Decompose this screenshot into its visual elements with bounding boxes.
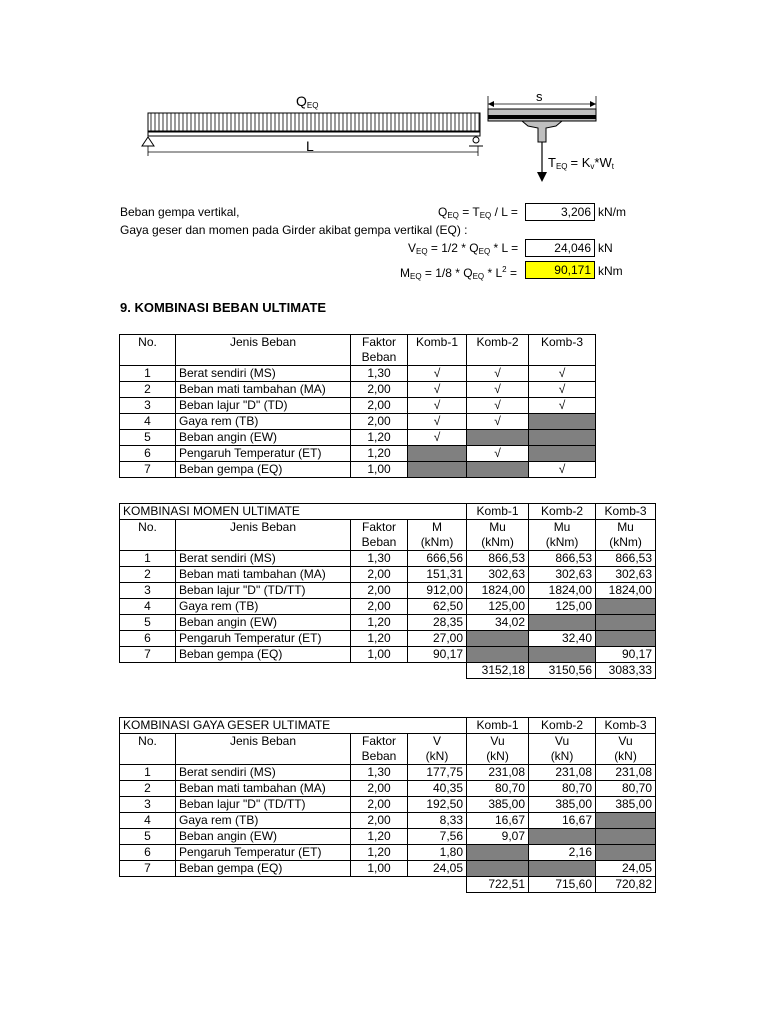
t-section-shape bbox=[488, 109, 596, 142]
table-cell: (kN) bbox=[467, 749, 529, 765]
table-row bbox=[120, 398, 596, 414]
moment-total-2: 3150,56 bbox=[529, 663, 596, 679]
table-row bbox=[120, 551, 656, 567]
table-row bbox=[120, 845, 656, 861]
table-cell: Mu bbox=[467, 520, 529, 536]
table-cell bbox=[120, 877, 467, 893]
table-cell: Pengaruh Temperatur (ET) bbox=[176, 845, 351, 861]
table-cell: √ bbox=[529, 366, 596, 382]
table-cell: 385,00 bbox=[467, 797, 529, 813]
table-cell: 40,35 bbox=[408, 781, 467, 797]
table-row bbox=[120, 781, 656, 797]
col-komb1-header: Komb-1 bbox=[408, 335, 467, 366]
table-cell: 2,00 bbox=[351, 813, 408, 829]
table-cell: 1,20 bbox=[351, 615, 408, 631]
table-cell: Berat sendiri (MS) bbox=[176, 551, 351, 567]
col-type-header: Jenis Beban bbox=[176, 335, 351, 366]
table-cell: 1,20 bbox=[351, 446, 408, 462]
table-cell: 1 bbox=[120, 551, 176, 567]
table-row bbox=[120, 861, 656, 877]
table-cell: Berat sendiri (MS) bbox=[176, 366, 351, 382]
table-cell: 2,00 bbox=[351, 583, 408, 599]
table-cell: Beban mati tambahan (MA) bbox=[176, 382, 351, 398]
table-cell: 2,00 bbox=[351, 599, 408, 615]
q-formula: $Q_{EQ} = T_{EQ} / L$ = bbox=[438, 205, 518, 220]
table-cell: 385,00 bbox=[529, 797, 596, 813]
table-cell: Beban bbox=[351, 350, 408, 366]
table-cell: 1,30 bbox=[351, 551, 408, 567]
table-cell: Beban angin (EW) bbox=[176, 615, 351, 631]
table-cell: 1824,00 bbox=[529, 583, 596, 599]
table-cell: 2,00 bbox=[351, 781, 408, 797]
table-cell: Beban angin (EW) bbox=[176, 829, 351, 845]
table-cell: Jenis Beban bbox=[176, 520, 351, 551]
table-row bbox=[120, 813, 656, 829]
table-cell: Komb-1 bbox=[467, 504, 529, 520]
table-cell: 1,20 bbox=[351, 631, 408, 647]
table-cell: 2,00 bbox=[351, 414, 408, 430]
table-row bbox=[120, 599, 656, 615]
table-cell: 90,17 bbox=[596, 647, 656, 663]
moment-total-3: 3083,33 bbox=[596, 663, 656, 679]
table-cell bbox=[529, 829, 596, 845]
table-row bbox=[120, 631, 656, 647]
section-width-label: s bbox=[536, 89, 543, 104]
table-cell: 231,08 bbox=[467, 765, 529, 781]
beam-load-diagram bbox=[0, 0, 768, 190]
table-cell bbox=[408, 462, 467, 478]
table-cell: 62,50 bbox=[408, 599, 467, 615]
table-cell: 866,53 bbox=[596, 551, 656, 567]
table-cell: 2,00 bbox=[351, 797, 408, 813]
table-cell bbox=[596, 599, 656, 615]
table-cell: 3 bbox=[120, 583, 176, 599]
table-cell: 151,31 bbox=[408, 567, 467, 583]
table-cell bbox=[408, 446, 467, 462]
table-cell: 27,00 bbox=[408, 631, 467, 647]
table-cell: Komb-3 bbox=[596, 504, 656, 520]
table-cell: 125,00 bbox=[529, 599, 596, 615]
q-value-box: 3,206 bbox=[525, 203, 595, 221]
table-row bbox=[120, 647, 656, 663]
table-cell: 1,20 bbox=[351, 829, 408, 845]
table-cell: 1,00 bbox=[351, 861, 408, 877]
m-value-box: 90,171 bbox=[525, 261, 595, 279]
table-cell: 1,00 bbox=[351, 462, 408, 478]
table-row bbox=[120, 567, 656, 583]
m-formula: $M_{EQ} = 1/8 * Q_{EQ} * L^2$ = bbox=[400, 265, 517, 281]
table-cell: 80,70 bbox=[467, 781, 529, 797]
table-cell: 80,70 bbox=[529, 781, 596, 797]
table-cell: √ bbox=[529, 398, 596, 414]
table-row bbox=[120, 583, 656, 599]
table-cell: 4 bbox=[120, 414, 176, 430]
pin-support-left bbox=[142, 137, 154, 146]
shear-total-2: 715,60 bbox=[529, 877, 596, 893]
table-cell bbox=[120, 663, 467, 679]
table-cell: 24,05 bbox=[596, 861, 656, 877]
table-cell: (kN) bbox=[529, 749, 596, 765]
table-cell: √ bbox=[408, 398, 467, 414]
table-cell: Vu bbox=[529, 734, 596, 750]
q-unit: kN/m bbox=[598, 205, 626, 219]
table-cell: 385,00 bbox=[596, 797, 656, 813]
load-label: QEQ bbox=[296, 93, 319, 110]
table-cell: 2 bbox=[120, 567, 176, 583]
table-cell: Beban mati tambahan (MA) bbox=[176, 781, 351, 797]
table-cell: 866,53 bbox=[529, 551, 596, 567]
roller-support-right bbox=[473, 137, 479, 143]
table-cell: √ bbox=[467, 382, 529, 398]
table-cell: 3 bbox=[120, 398, 176, 414]
table-cell: (kNm) bbox=[529, 535, 596, 551]
table-cell: M bbox=[408, 520, 467, 536]
table-cell: 6 bbox=[120, 631, 176, 647]
table-cell: 6 bbox=[120, 446, 176, 462]
table-cell: 32,40 bbox=[529, 631, 596, 647]
table-cell: Beban gempa (EQ) bbox=[176, 861, 351, 877]
table-cell: 80,70 bbox=[596, 781, 656, 797]
table-cell: 302,63 bbox=[596, 567, 656, 583]
v-formula: $V_{EQ} = 1/2 * Q_{EQ} * L$ = bbox=[408, 241, 519, 256]
table-row bbox=[120, 446, 596, 462]
table-cell: √ bbox=[529, 462, 596, 478]
table-cell bbox=[467, 631, 529, 647]
table-cell: 4 bbox=[120, 599, 176, 615]
table-cell: 1824,00 bbox=[596, 583, 656, 599]
table-cell: 2 bbox=[120, 382, 176, 398]
moment-total-1: 3152,18 bbox=[467, 663, 529, 679]
table-cell bbox=[596, 615, 656, 631]
table-cell: Komb-2 bbox=[529, 504, 596, 520]
table-row bbox=[120, 382, 596, 398]
shear-table-title: KOMBINASI GAYA GESER ULTIMATE bbox=[120, 718, 467, 734]
table-cell bbox=[596, 813, 656, 829]
table-cell: Berat sendiri (MS) bbox=[176, 765, 351, 781]
shear-total-1: 722,51 bbox=[467, 877, 529, 893]
table-cell: √ bbox=[467, 414, 529, 430]
table-cell: (kN) bbox=[408, 749, 467, 765]
table-cell: Faktor bbox=[351, 520, 408, 536]
table-cell: 8,33 bbox=[408, 813, 467, 829]
table-cell: 192,50 bbox=[408, 797, 467, 813]
table-cell: (kNm) bbox=[596, 535, 656, 551]
table-cell: √ bbox=[467, 398, 529, 414]
table-cell: Beban angin (EW) bbox=[176, 430, 351, 446]
table-cell bbox=[467, 861, 529, 877]
table-cell: Beban lajur "D" (TD) bbox=[176, 398, 351, 414]
table-cell: Jenis Beban bbox=[176, 734, 351, 765]
col-no-header: No. bbox=[120, 335, 176, 366]
shear-total-3: 720,82 bbox=[596, 877, 656, 893]
table-cell: Mu bbox=[596, 520, 656, 536]
table-cell: 24,05 bbox=[408, 861, 467, 877]
eq-line1-text: Beban gempa vertikal, bbox=[120, 205, 240, 219]
table-cell bbox=[529, 430, 596, 446]
table-cell: √ bbox=[408, 414, 467, 430]
table-row bbox=[120, 829, 656, 845]
table-row bbox=[120, 462, 596, 478]
span-label: L bbox=[306, 138, 314, 154]
table-cell: √ bbox=[408, 430, 467, 446]
col-komb2-header: Komb-2 bbox=[467, 335, 529, 366]
table-cell: 1 bbox=[120, 765, 176, 781]
table-cell: 16,67 bbox=[529, 813, 596, 829]
table-row bbox=[120, 366, 596, 382]
table-cell bbox=[529, 446, 596, 462]
table-cell: Beban bbox=[351, 749, 408, 765]
table-cell: 2,00 bbox=[351, 382, 408, 398]
table-cell bbox=[596, 829, 656, 845]
table-cell: 666,56 bbox=[408, 551, 467, 567]
table-cell: Beban lajur "D" (TD/TT) bbox=[176, 797, 351, 813]
table-cell: 90,17 bbox=[408, 647, 467, 663]
table-cell: No. bbox=[120, 520, 176, 551]
table-cell: 2,00 bbox=[351, 398, 408, 414]
table-cell: 7 bbox=[120, 462, 176, 478]
eq-line2-text: Gaya geser dan momen pada Girder akibat gempa vertikal (EQ) : bbox=[120, 223, 468, 237]
table-cell bbox=[596, 845, 656, 861]
table-cell: 3 bbox=[120, 797, 176, 813]
table-cell: Vu bbox=[596, 734, 656, 750]
section-title: 9. KOMBINASI BEBAN ULTIMATE bbox=[120, 300, 327, 315]
table-cell: √ bbox=[529, 382, 596, 398]
table-cell: 7,56 bbox=[408, 829, 467, 845]
table-cell: 177,75 bbox=[408, 765, 467, 781]
table-cell: 1,20 bbox=[351, 845, 408, 861]
table-cell: Komb-3 bbox=[596, 718, 656, 734]
table-cell: (kNm) bbox=[467, 535, 529, 551]
table-cell bbox=[467, 462, 529, 478]
table-cell: Gaya rem (TB) bbox=[176, 414, 351, 430]
table-cell: 28,35 bbox=[408, 615, 467, 631]
table-cell: 1,00 bbox=[351, 647, 408, 663]
table-cell: 912,00 bbox=[408, 583, 467, 599]
table-cell: 1,30 bbox=[351, 366, 408, 382]
table-cell: Beban lajur "D" (TD/TT) bbox=[176, 583, 351, 599]
table-cell: 5 bbox=[120, 430, 176, 446]
table-cell: Mu bbox=[529, 520, 596, 536]
table-row bbox=[120, 430, 596, 446]
table-cell: √ bbox=[467, 366, 529, 382]
beam bbox=[148, 132, 480, 136]
table-cell: 7 bbox=[120, 861, 176, 877]
col-factor-header: Faktor bbox=[351, 335, 408, 351]
table-cell: 9,07 bbox=[467, 829, 529, 845]
table-cell: 231,08 bbox=[529, 765, 596, 781]
table-cell: No. bbox=[120, 734, 176, 765]
table-cell: (kNm) bbox=[408, 535, 467, 551]
moment-table-title: KOMBINASI MOMEN ULTIMATE bbox=[120, 504, 467, 520]
table-cell: Komb-1 bbox=[467, 718, 529, 734]
table-cell: 2 bbox=[120, 781, 176, 797]
table-cell: 231,08 bbox=[596, 765, 656, 781]
table-cell: Beban bbox=[351, 535, 408, 551]
shear-table bbox=[119, 717, 656, 893]
m-unit: kNm bbox=[598, 264, 623, 278]
table-cell bbox=[529, 861, 596, 877]
table-cell: Beban mati tambahan (MA) bbox=[176, 567, 351, 583]
table-cell: Faktor bbox=[351, 734, 408, 750]
table-cell: Beban gempa (EQ) bbox=[176, 462, 351, 478]
table-cell: 4 bbox=[120, 813, 176, 829]
table-row bbox=[120, 615, 656, 631]
v-value-box: 24,046 bbox=[525, 239, 595, 257]
table-cell: √ bbox=[408, 366, 467, 382]
table-cell: Beban gempa (EQ) bbox=[176, 647, 351, 663]
table-cell: V bbox=[408, 734, 467, 750]
table-cell: √ bbox=[408, 382, 467, 398]
table-cell: Gaya rem (TB) bbox=[176, 599, 351, 615]
table-cell bbox=[467, 845, 529, 861]
table-cell: 5 bbox=[120, 829, 176, 845]
table-cell: 125,00 bbox=[467, 599, 529, 615]
table-row bbox=[120, 414, 596, 430]
table-cell: 1824,00 bbox=[467, 583, 529, 599]
table-cell: √ bbox=[467, 446, 529, 462]
table-cell: 302,63 bbox=[467, 567, 529, 583]
v-unit: kN bbox=[598, 241, 613, 255]
table-cell: 2,00 bbox=[351, 567, 408, 583]
table-cell bbox=[529, 615, 596, 631]
table-cell: 1,20 bbox=[351, 430, 408, 446]
table-cell bbox=[529, 414, 596, 430]
table-cell: 16,67 bbox=[467, 813, 529, 829]
table-cell: 6 bbox=[120, 845, 176, 861]
distributed-load-hatch bbox=[148, 113, 480, 131]
table-cell: Pengaruh Temperatur (ET) bbox=[176, 631, 351, 647]
table-cell: 866,53 bbox=[467, 551, 529, 567]
moment-table bbox=[119, 503, 656, 679]
table-cell: Gaya rem (TB) bbox=[176, 813, 351, 829]
table-cell: 2,16 bbox=[529, 845, 596, 861]
table-cell: Komb-2 bbox=[529, 718, 596, 734]
table-row bbox=[120, 797, 656, 813]
table-cell: Pengaruh Temperatur (ET) bbox=[176, 446, 351, 462]
force-label: TEQ = Kv*Wt bbox=[548, 155, 614, 171]
table-cell bbox=[467, 430, 529, 446]
table-row bbox=[120, 765, 656, 781]
table-cell: 5 bbox=[120, 615, 176, 631]
table-cell bbox=[467, 647, 529, 663]
table-cell: 1,80 bbox=[408, 845, 467, 861]
table-cell: 1,30 bbox=[351, 765, 408, 781]
table-cell: 302,63 bbox=[529, 567, 596, 583]
table-cell: 1 bbox=[120, 366, 176, 382]
table-cell: 34,02 bbox=[467, 615, 529, 631]
table-cell: (kN) bbox=[596, 749, 656, 765]
table-cell bbox=[596, 631, 656, 647]
table-cell: Vu bbox=[467, 734, 529, 750]
load-combination-table bbox=[119, 334, 596, 478]
table-cell: 7 bbox=[120, 647, 176, 663]
table-cell bbox=[529, 647, 596, 663]
col-komb3-header: Komb-3 bbox=[529, 335, 596, 366]
